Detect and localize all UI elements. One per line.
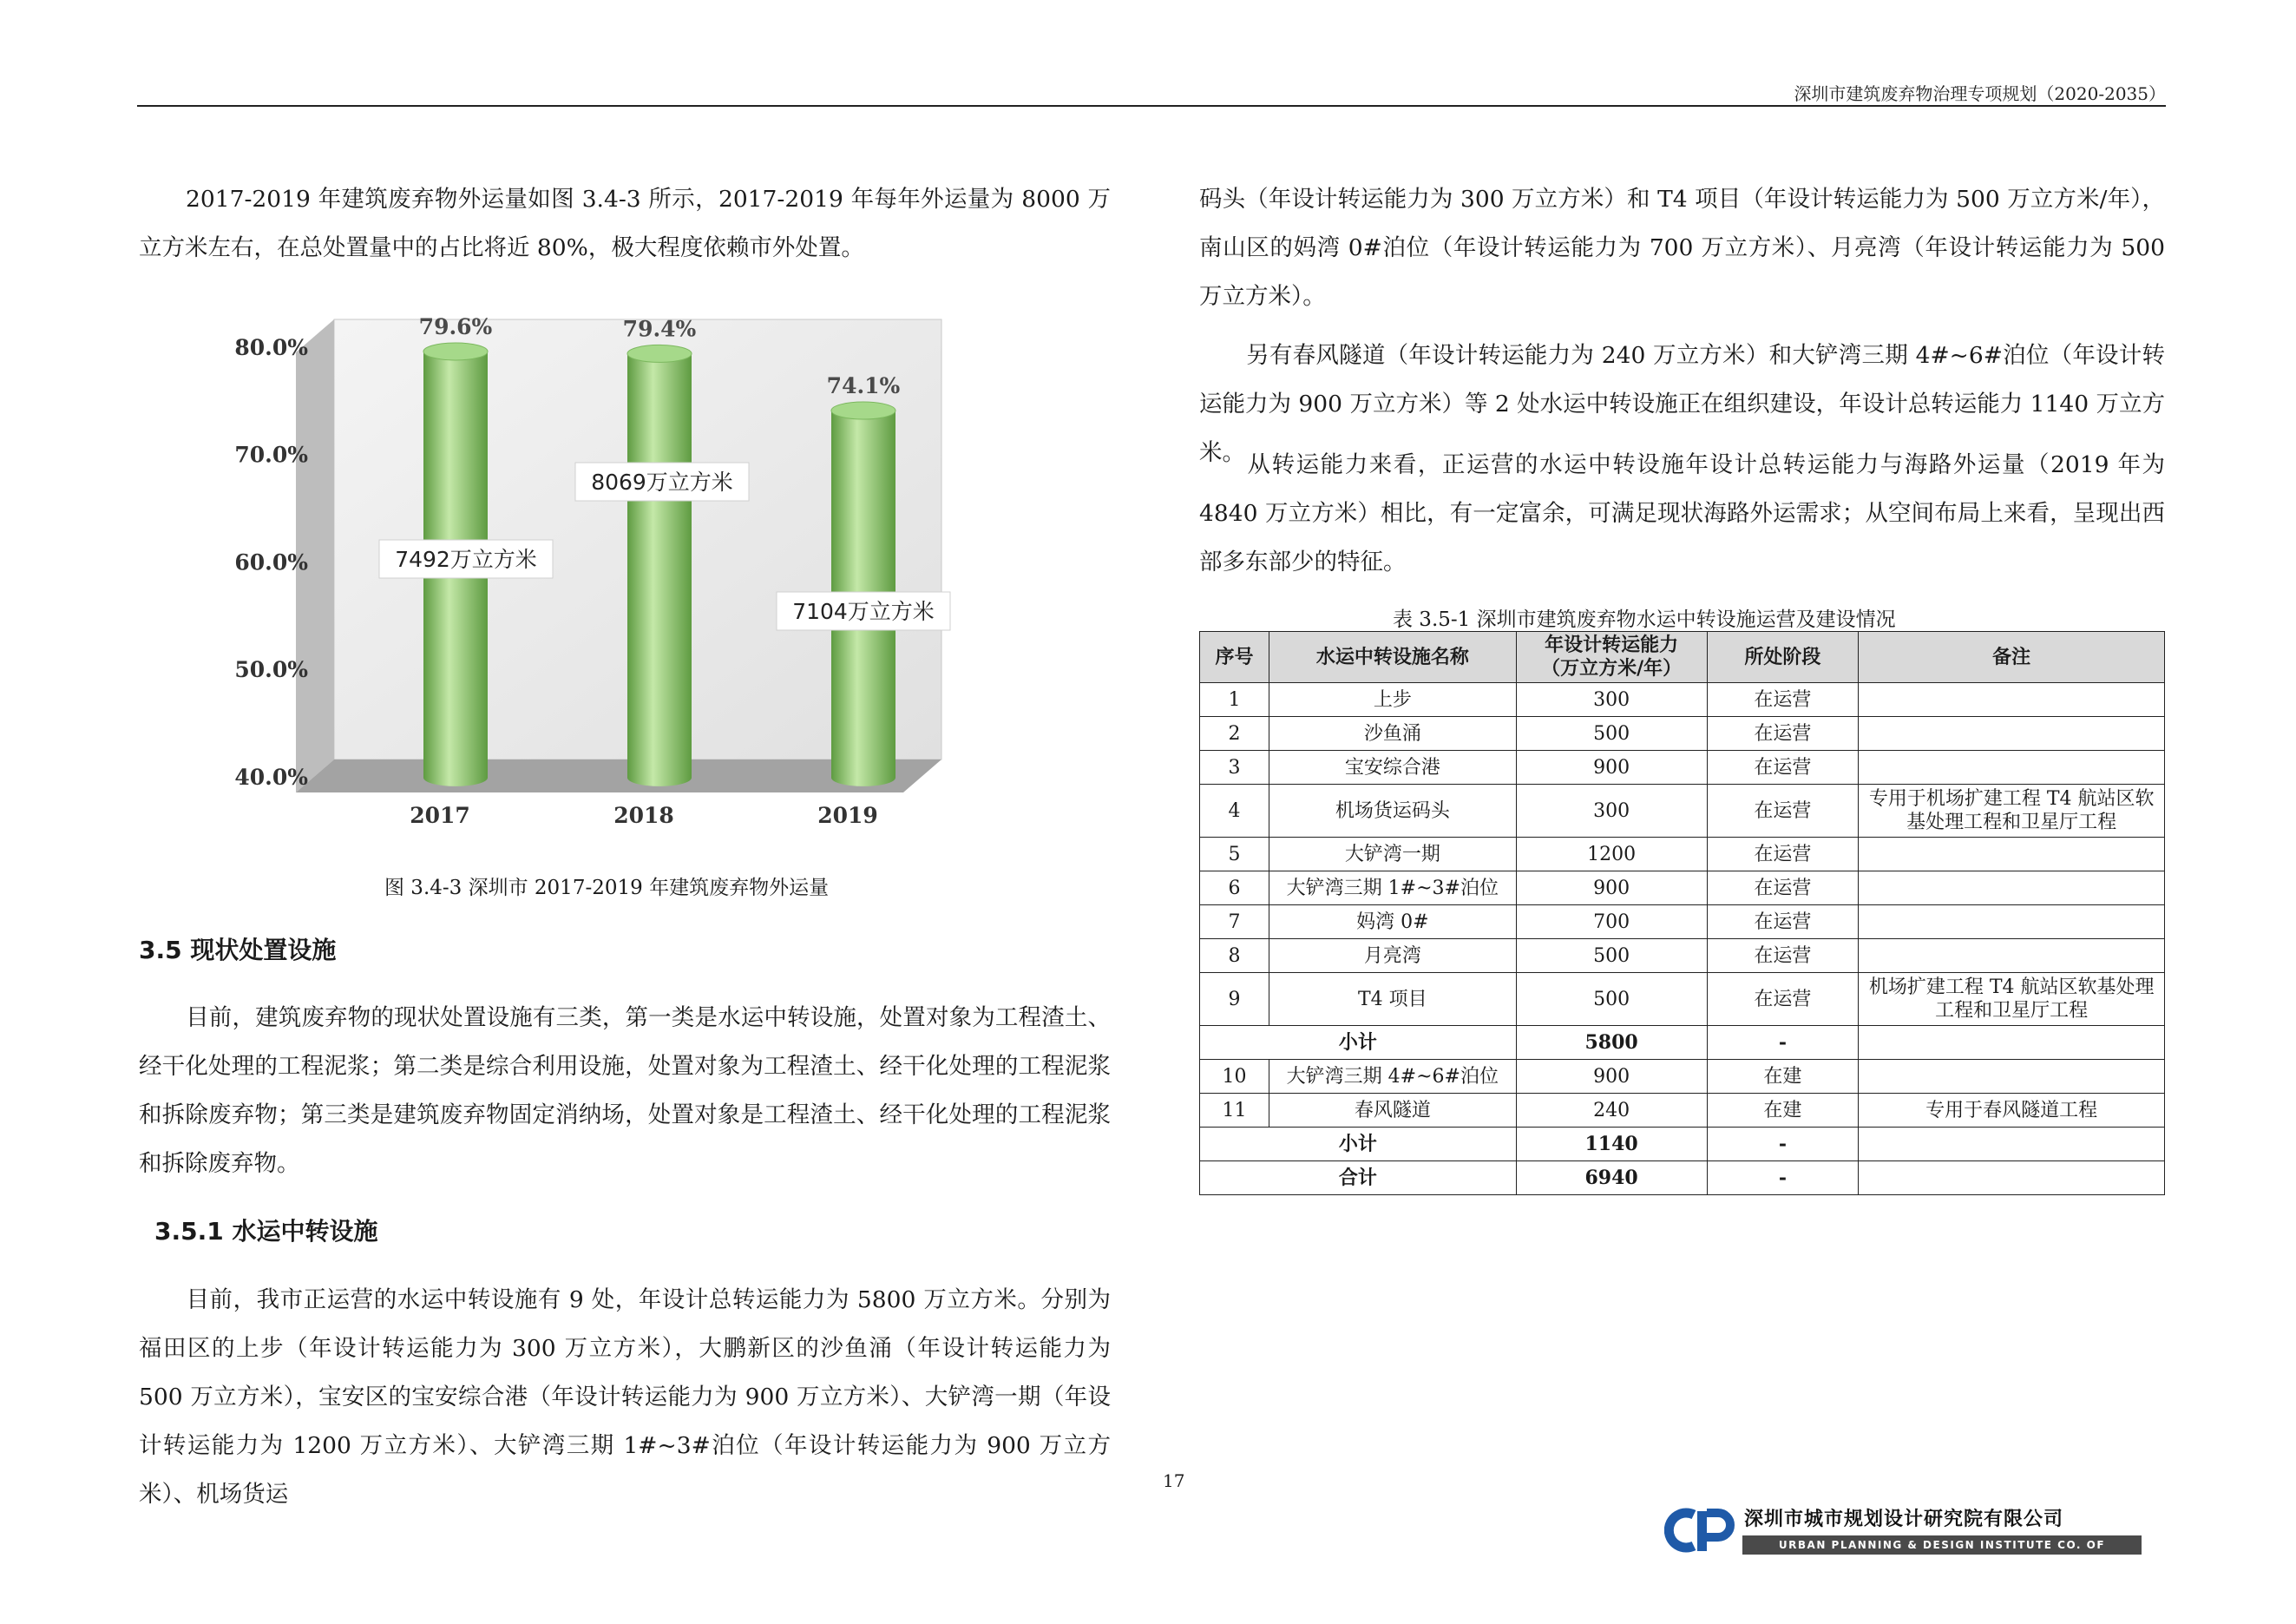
cell-note [1859,871,2165,905]
cell-name: 沙鱼涌 [1269,717,1516,751]
table-row [1200,751,2165,785]
table-row [1200,1060,2165,1094]
cell-capacity: 1200 [1516,838,1707,871]
cell-stage: 在建 [1707,1094,1859,1128]
cell-no: 6 [1200,871,1269,905]
subtotal-capacity: 5800 [1516,1026,1707,1060]
table-row [1200,939,2165,973]
page-number: 17 [1163,1470,1185,1491]
institute-name-en: URBAN PLANNING & DESIGN INSTITUTE CO. OF SHENZHEN [1742,1535,2142,1555]
bar-top-2017 [423,343,488,360]
subtotal-label: 合计 [1200,1161,1517,1195]
cell-no: 11 [1200,1094,1269,1128]
cell-stage: 在运营 [1707,717,1859,751]
cell-note [1859,939,2165,973]
table-row [1200,717,2165,751]
col-header-note: 备注 [1859,632,2165,683]
x-tick-label: 2019 [817,802,878,828]
bar-2018 [627,353,692,786]
outbound-volume-chart [221,286,1033,842]
table-row [1200,871,2165,905]
cell-name: 春风隧道 [1269,1094,1516,1128]
cell-name: 上步 [1269,683,1516,717]
y-tick-label: 40.0% [234,764,308,790]
cell-capacity: 300 [1516,683,1707,717]
cell-no: 3 [1200,751,1269,785]
cell-capacity: 500 [1516,939,1707,973]
cell-capacity: 240 [1516,1094,1707,1128]
cell-note [1859,717,2165,751]
table-caption: 表 3.5-1 深圳市建筑废弃物水运中转设施运营及建设情况 [1393,608,1896,631]
subtotal-label: 小计 [1200,1026,1517,1060]
subtotal-note [1859,1161,2165,1195]
bar-value-label: 79.6% [418,313,493,339]
facility-table [1199,631,2165,1195]
volume-annotation: 7492万立方米 [395,547,537,572]
cell-name: 大铲湾三期 1#~3#泊位 [1269,871,1516,905]
cell-name: 大铲湾三期 4#~6#泊位 [1269,1060,1516,1094]
col-header-stage: 所处阶段 [1707,632,1859,683]
table-row [1200,1094,2165,1128]
table-row [1200,785,2165,838]
cell-note: 专用于机场扩建工程 T4 航站区软基处理工程和卫星厅工程 [1859,785,2165,838]
running-header: 深圳市建筑废弃物治理专项规划（2020-2035） [1794,83,2166,104]
intro-paragraph: 2017-2019 年建筑废弃物外运量如图 3.4-3 所示，2017-2019 年每年外运量为 8000 万立方米左右，在总处置量中的占比将近 80%，极大程度依赖市外处置。 [139,186,1111,261]
cell-no: 8 [1200,939,1269,973]
subsection-heading: 3.5.1 水运中转设施 [154,1217,378,1246]
cell-note [1859,905,2165,939]
cell-note [1859,683,2165,717]
cell-capacity: 500 [1516,717,1707,751]
subtotal-capacity: 1140 [1516,1128,1707,1161]
institute-name: 深圳市城市规划设计研究院有限公司 [1744,1509,2064,1530]
cell-capacity: 700 [1516,905,1707,939]
header-rule [137,105,2166,107]
cell-name: 大铲湾一期 [1269,838,1516,871]
cell-note [1859,838,2165,871]
cell-capacity: 900 [1516,871,1707,905]
cell-stage: 在运营 [1707,838,1859,871]
cell-no: 1 [1200,683,1269,717]
y-tick-label: 80.0% [234,334,308,360]
y-tick-label: 50.0% [234,657,308,683]
cell-stage: 在运营 [1707,939,1859,973]
figure-caption: 图 3.4-3 深圳市 2017-2019 年建筑废弃物外运量 [384,877,830,899]
bar-value-label: 79.4% [622,316,697,342]
cell-capacity: 900 [1516,1060,1707,1094]
cell-no: 10 [1200,1060,1269,1094]
right-paragraph-1: 码头（年设计转运能力为 300 万立方米）和 T4 项目（年设计转运能力为 500 万立方米/年），南山区的妈湾 0#泊位（年设计转运能力为 700 万立方米）、月亮湾（年设计转运能力为 500 万立方米）。 [1199,186,2165,310]
subtotal-note [1859,1026,2165,1060]
table-header-row [1200,632,2165,683]
cell-no: 5 [1200,838,1269,871]
col-header-capacity: 年设计转运能力 （万立方米/年） [1516,632,1707,683]
table-subtotal-row [1200,1128,2165,1161]
cell-name: 宝安综合港 [1269,751,1516,785]
cell-stage: 在运营 [1707,785,1859,838]
table-subtotal-row [1200,1026,2165,1060]
right-paragraph-2: 另有春风隧道（年设计转运能力为 240 万立方米）和大铲湾三期 4#~6#泊位（年设计转运能力为 900 万立方米）等 2 处水运中转设施正在组织建设，年设计总转运能力 1140 万立方米。 [1199,342,2165,466]
cell-name: 妈湾 0# [1269,905,1516,939]
subtotal-stage: - [1707,1161,1859,1195]
subsection-paragraph: 目前，我市正运营的水运中转设施有 9 处，年设计总转运能力为 5800 万立方米。分别为福田区的上步（年设计转运能力为 300 万立方米），大鹏新区的沙鱼涌（年设计转运能力为 500 万立方米），宝安区的宝安综合港（年设计转运能力为 900 万立方米）、大铲湾一期（年设计转运能力为 1200 万立方米）、大铲湾三期 1#~3#泊位（年设计转运能力为 900 万立方米）、机场货运 [139,1286,1111,1508]
cell-capacity: 300 [1516,785,1707,838]
cell-note: 机场扩建工程 T4 航站区软基处理工程和卫星厅工程 [1859,973,2165,1026]
table-row [1200,973,2165,1026]
cell-stage: 在运营 [1707,751,1859,785]
col-header-no: 序号 [1200,632,1269,683]
cell-no: 7 [1200,905,1269,939]
cell-stage: 在运营 [1707,871,1859,905]
table-row [1200,838,2165,871]
section-paragraph: 目前，建筑废弃物的现状处置设施有三类，第一类是水运中转设施，处置对象为工程渣土、经干化处理的工程泥浆；第二类是综合利用设施，处置对象为工程渣土、经干化处理的工程泥浆和拆除废弃物；第三类是建筑废弃物固定消纳场，处置对象是工程渣土、经干化处理的工程泥浆和拆除废弃物。 [139,1004,1111,1177]
bar-top-2019 [831,402,895,419]
subtotal-label: 小计 [1200,1128,1517,1161]
cell-stage: 在运营 [1707,973,1859,1026]
cell-no: 4 [1200,785,1269,838]
table-row [1200,683,2165,717]
subtotal-capacity: 6940 [1516,1161,1707,1195]
table-row [1200,905,2165,939]
x-tick-label: 2017 [410,802,470,828]
y-tick-label: 60.0% [234,549,308,575]
bar-value-label: 74.1% [826,373,901,399]
bar-top-2018 [627,345,692,362]
cell-name: 月亮湾 [1269,939,1516,973]
cell-capacity: 900 [1516,751,1707,785]
cell-name: 机场货运码头 [1269,785,1516,838]
cell-note: 专用于春风隧道工程 [1859,1094,2165,1128]
cell-note [1859,751,2165,785]
y-tick-label: 70.0% [234,442,308,468]
cell-stage: 在运营 [1707,683,1859,717]
section-heading: 3.5 现状处置设施 [139,936,337,964]
subtotal-note [1859,1128,2165,1161]
cell-capacity: 500 [1516,973,1707,1026]
cell-no: 9 [1200,973,1269,1026]
volume-annotation: 8069万立方米 [591,470,733,495]
cell-note [1859,1060,2165,1094]
table-subtotal-row [1200,1161,2165,1195]
subtotal-stage: - [1707,1026,1859,1060]
col-header-name: 水运中转设施名称 [1269,632,1516,683]
x-tick-label: 2018 [613,802,674,828]
subtotal-stage: - [1707,1128,1859,1161]
volume-annotation: 7104万立方米 [792,599,935,624]
cell-stage: 在建 [1707,1060,1859,1094]
cell-name: T4 项目 [1269,973,1516,1026]
right-paragraph-3: 从转运能力来看，正运营的水运中转设施年设计总转运能力与海路外运量（2019 年为 4840 万立方米）相比，有一定富余，可满足现状海路外运需求；从空间布局上来看，呈现出西部多东部少的特征。 [1199,451,2165,575]
cell-stage: 在运营 [1707,905,1859,939]
institute-logo-icon [1664,1506,1737,1555]
cell-no: 2 [1200,717,1269,751]
